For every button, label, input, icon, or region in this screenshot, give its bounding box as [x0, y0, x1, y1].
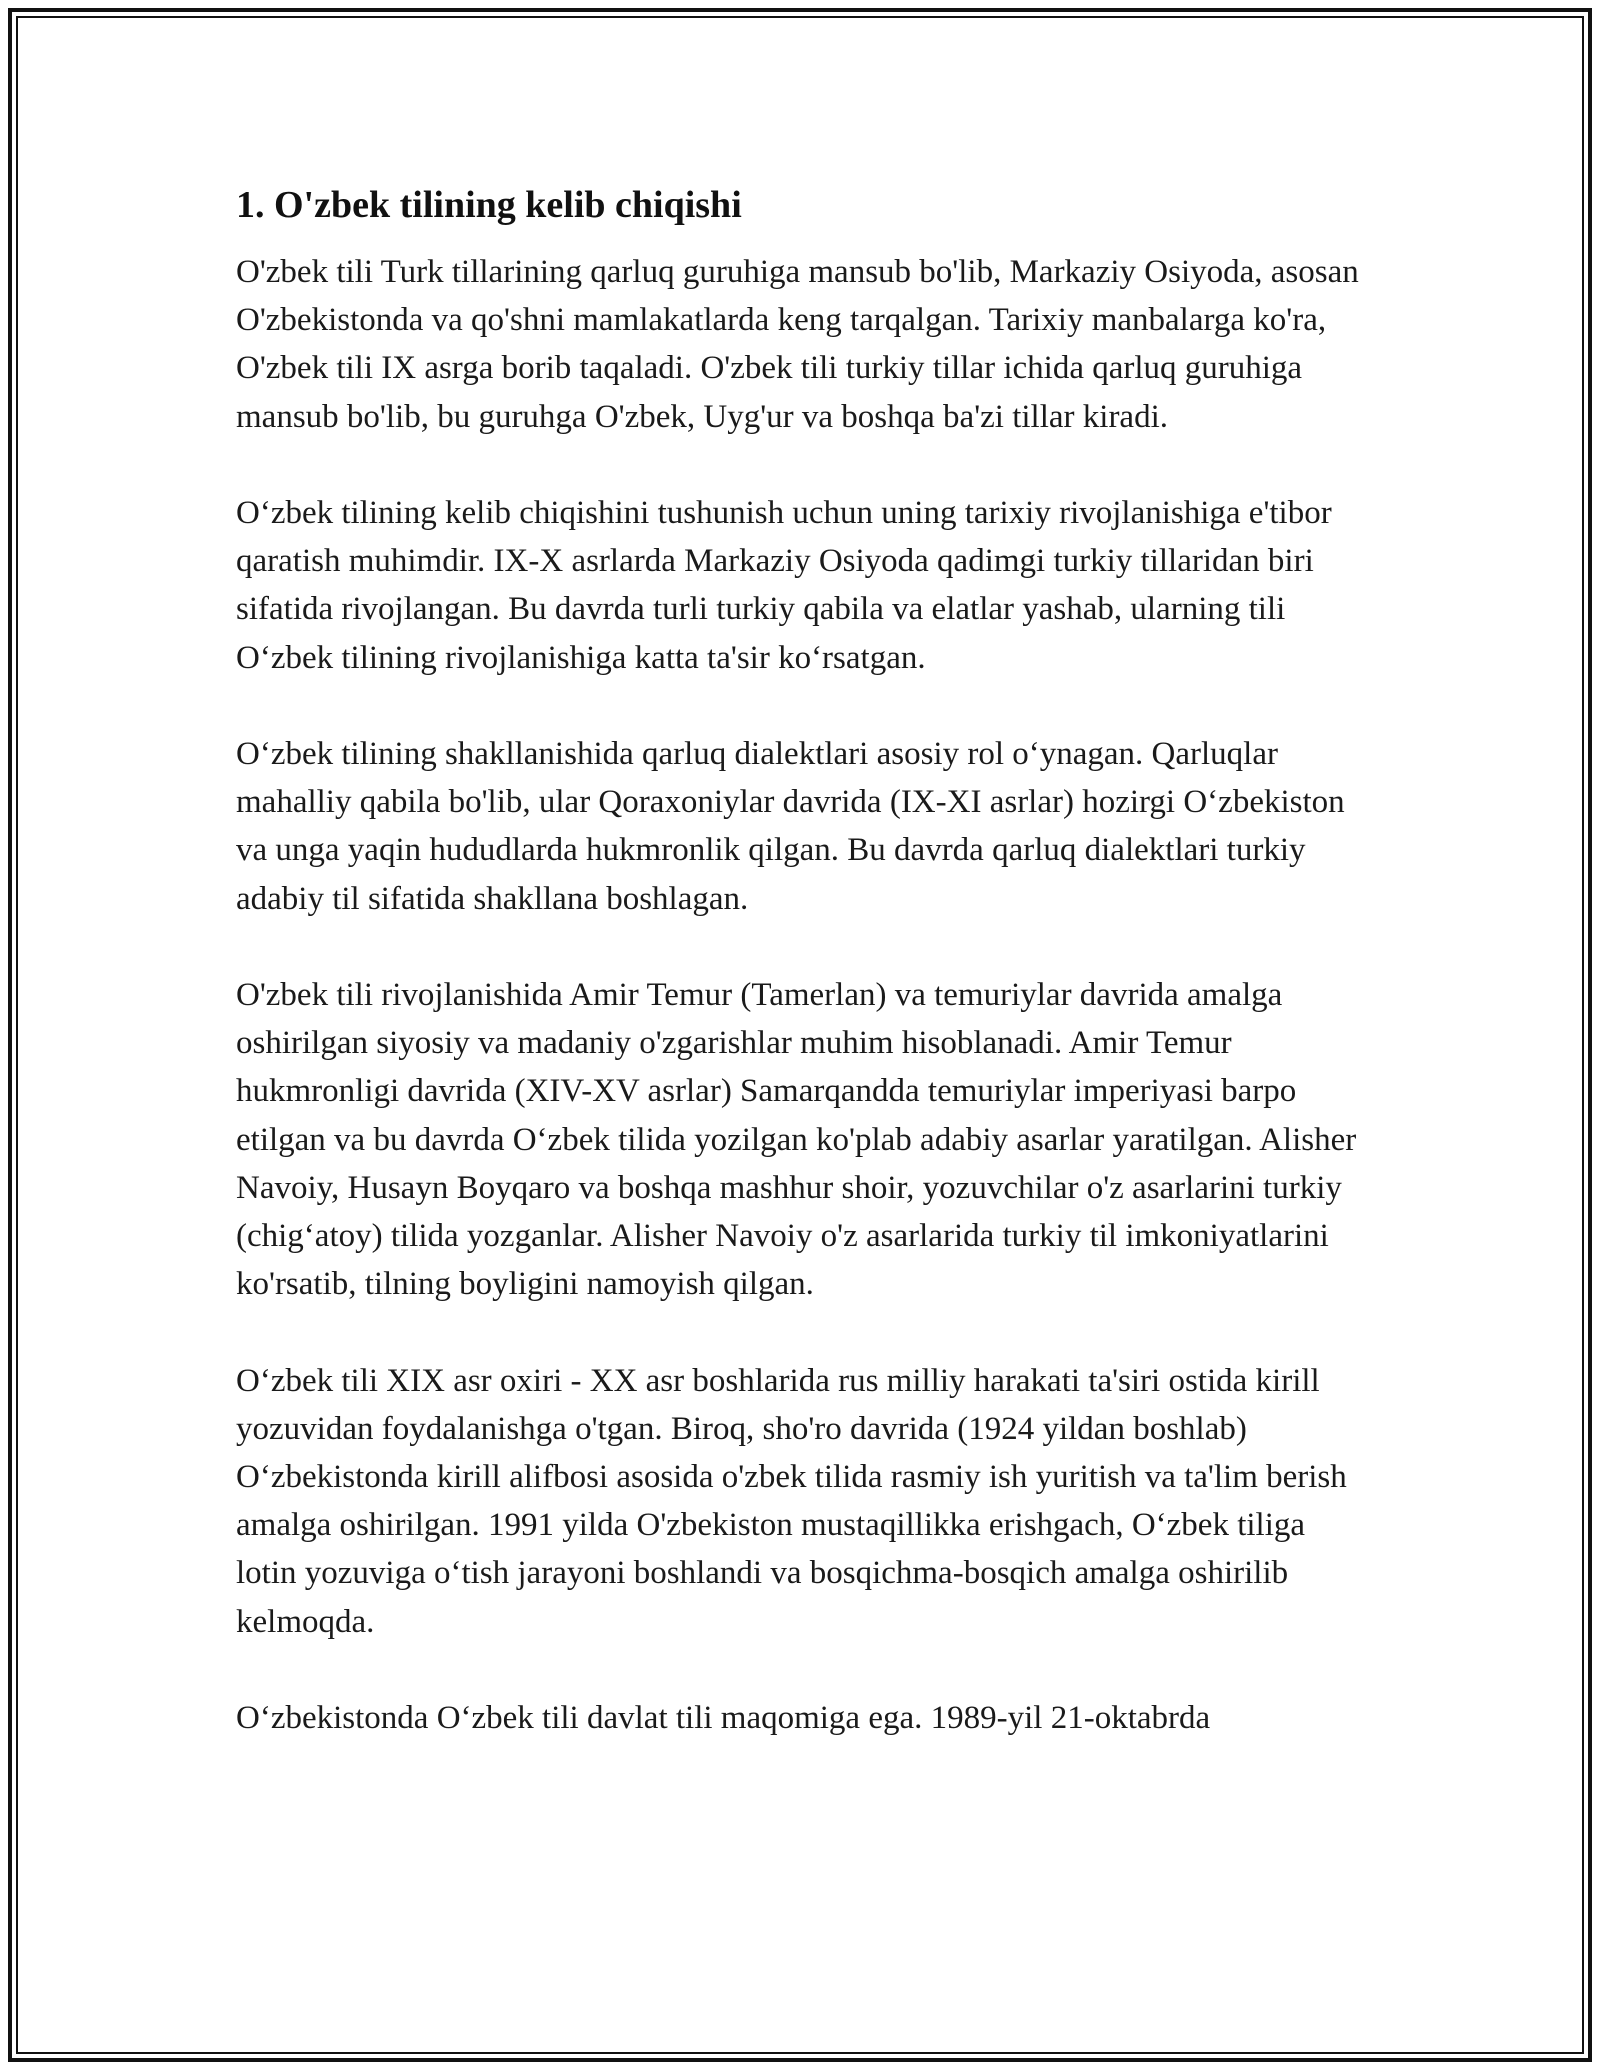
paragraph-timurid-era: O'zbek tili rivojlanishida Amir Temur (Tamerlan) va temuriylar davrida amalga oshirilgan siyosiy va madaniy o'zgarishlar muhim hisoblanadi. Amir Temur hukmronligi davrida (XIV-XV asrlar) Samarqandda temuriylar imperiyasi barpo etilgan va bu davrda O‘zbek tilida yozilgan ko'plab adabiy asarlar yaratilgan. Alisher Navoiy, Husayn Boyqaro va boshqa mashhur shoir, yozuvchilar o'z asarlarini turkiy (chig‘atoy) tilida yozganlar. Alisher Navoiy o'z asarlarida turkiy til imkoniyatlarini ko'rsatib, tilning boyligini namoyish qilgan. [236, 977, 1357, 1303]
section-heading: 1. O'zbek tilining kelib chiqishi [236, 184, 742, 226]
paragraph-origin: O'zbek tili Turk tillarining qarluq guruhiga mansub bo'lib, Markaziy Osiyoda, asosan O'zbekistonda va qo'shni mamlakatlarda keng tarqalgan. Tarixiy manbalarga ko'ra, O'zbek tili IX asrga borib taqaladi. O'zbek tili turkiy tillar ichida qarluq guruhiga mansub bo'lib, bu guruhga O'zbek, Uyg'ur va boshqa ba'zi tillar kiradi. [236, 254, 1359, 435]
document-body [236, 182, 1366, 1790]
paragraph-qarluq-dialects: O‘zbek tilining shakllanishida qarluq dialektlari asosiy rol o‘ynagan. Qarluqlar mahalliy qabila bo'lib, ular Qoraxoniylar davrida (IX-XI asrlar) hozirgi O‘zbekiston va unga yaqin hududlarda hukmronlik qilgan. Bu davrda qarluq dialektlari turkiy adabiy til sifatida shakllana boshlagan. [236, 736, 1345, 917]
paragraph-historical-development: O‘zbek tilining kelib chiqishini tushunish uchun uning tarixiy rivojlanishiga e'tibor qaratish muhimdir. IX-X asrlarda Markaziy Osiyoda qadimgi turkiy tillaridan biri sifatida rivojlangan. Bu davrda turli turkiy qabila va elatlar yashab, ularning tili O‘zbek tilining rivojlanishiga katta ta'sir ko‘rsatgan. [236, 495, 1332, 676]
paragraph-alphabet-change: O‘zbek tili XIX asr oxiri - XX asr boshlarida rus milliy harakati ta'siri ostida kirill yozuvidan foydalanishga o'tgan. Biroq, sho'ro davrida (1924 yildan boshlab) O‘zbekistonda kirill alifbosi asosida o'zbek tilida rasmiy ish yuritish va ta'lim berish amalga oshirilgan. 1991 yilda O'zbekiston mustaqillikka erishgach, O‘zbek tiliga lotin yozuviga o‘tish jarayoni boshlandi va bosqichma-bosqich amalga oshirilib kelmoqda. [236, 1362, 1347, 1640]
paragraph-state-language: O‘zbekistonda O‘zbek tili davlat tili maqomiga ega. 1989-yil 21-oktabrda [236, 1700, 1211, 1737]
